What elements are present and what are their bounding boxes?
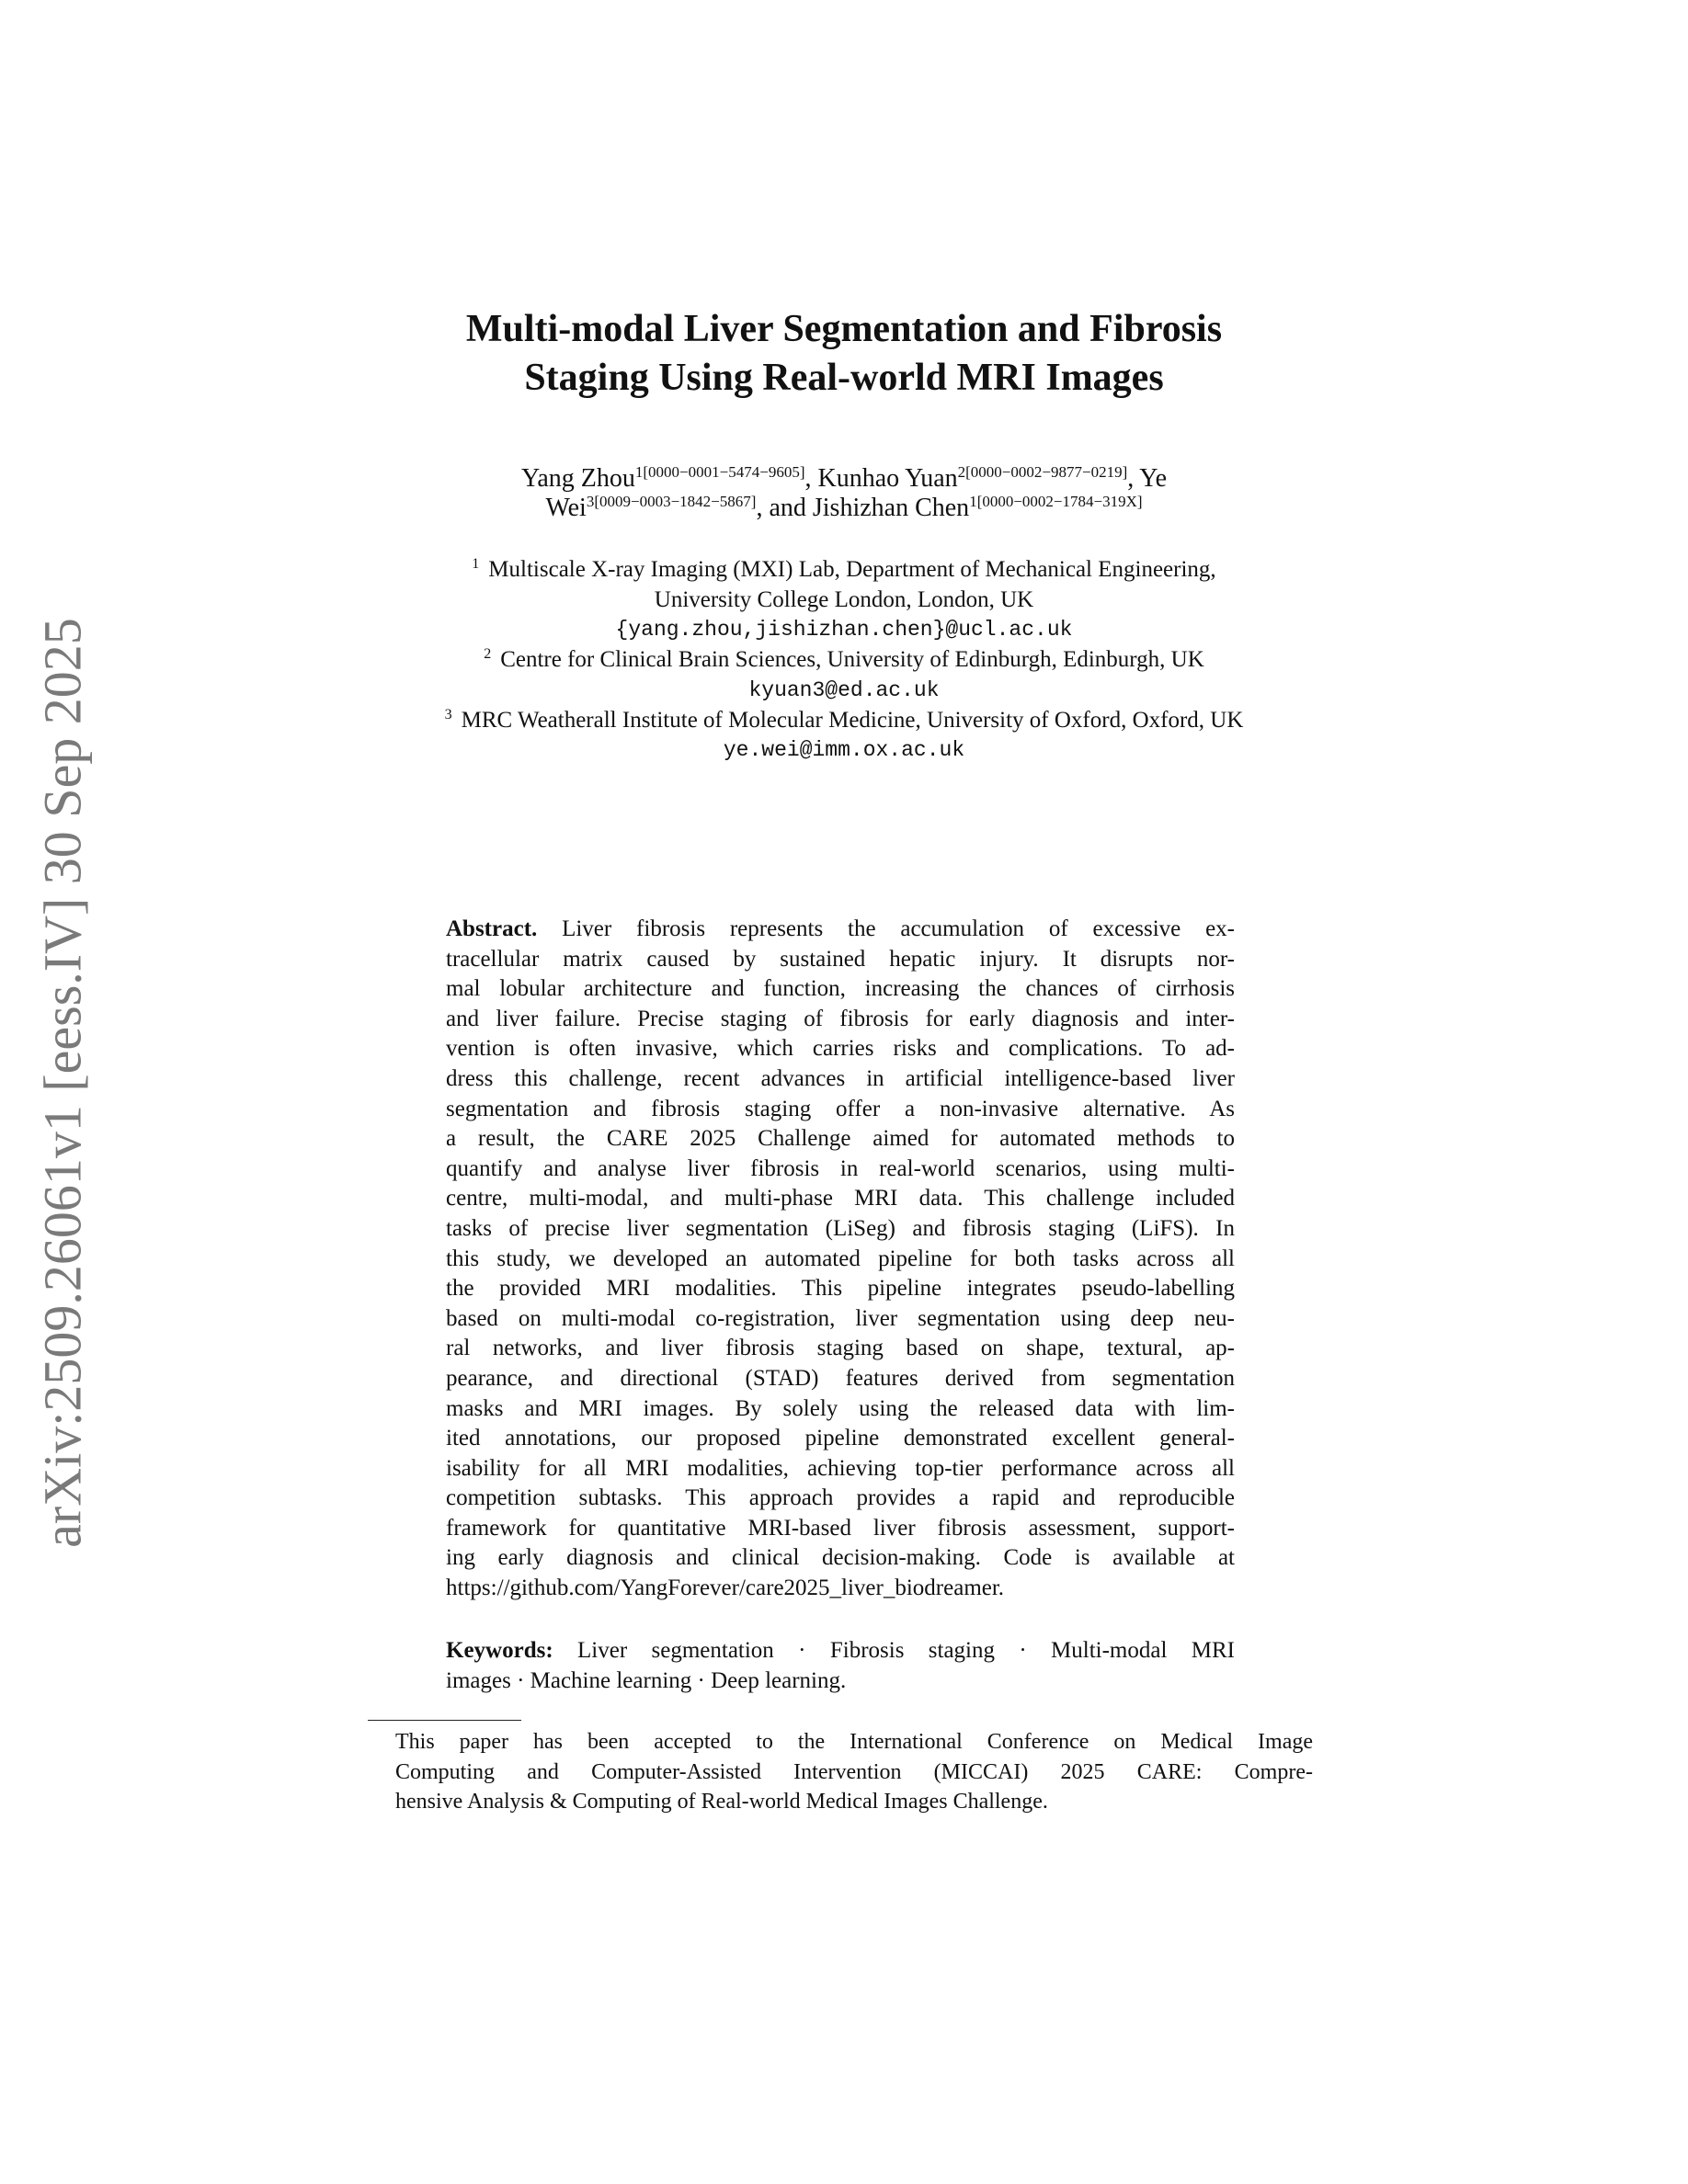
- line-text: ited annotations, our proposed pipeline demonstrated excellent general-: [446, 1426, 1235, 1451]
- text-line: [446, 1124, 1235, 1155]
- affiliations: [0, 555, 1688, 766]
- line-text: isability for all MRI modalities, achieving top-tier performance across all: [446, 1455, 1235, 1481]
- text-line: [446, 1274, 1235, 1304]
- keywords: [446, 1636, 1235, 1696]
- author-orcid: 1[0000−0002−1784−319X]: [969, 493, 1143, 510]
- affiliation-line: [0, 555, 1688, 586]
- line-text: competition subtasks. This approach provides a rapid and reproducible: [446, 1485, 1235, 1511]
- section-label: Abstract.: [446, 916, 538, 941]
- line-text: segmentation and fibrosis staging offer a non-invasive alternative. As: [446, 1096, 1235, 1121]
- affiliation-line: [0, 645, 1688, 676]
- separator: ,: [1127, 464, 1140, 493]
- line-text: and liver failure. Precise staging of fibrosis for early diagnosis and inter-: [446, 1006, 1235, 1031]
- line-text: Computing and Computer-Assisted Intervention (MICCAI) 2025 CARE: Compre-: [395, 1759, 1313, 1784]
- author-orcid: 2[0000−0002−9877−0219]: [957, 463, 1128, 481]
- affiliation-number: 3: [444, 706, 452, 722]
- affiliation-line: [0, 706, 1688, 736]
- line-text: this study, we developed an automated pipeline for both tasks across all: [446, 1246, 1235, 1271]
- paper-title: [0, 305, 1688, 403]
- author-name: Yang Zhou: [520, 464, 635, 493]
- text-line: [446, 1364, 1235, 1394]
- affiliation-text: Multiscale X-ray Imaging (MXI) Lab, Department of Mechanical Engineering,: [488, 557, 1216, 582]
- line-text: hensive Analysis & Computing of Real-world Medical Images Challenge.: [395, 1790, 1048, 1814]
- line-text: framework for quantitative MRI-based liver fibrosis assessment, support-: [446, 1515, 1235, 1541]
- abstract: [446, 915, 1235, 1604]
- line-text: dress this challenge, recent advances in artificial intelligence-based liver: [446, 1065, 1235, 1091]
- author-orcid: 3[0009−0003−1842−5867]: [586, 493, 757, 510]
- affiliation-email[interactable]: ye.wei@imm.ox.ac.uk: [723, 738, 965, 763]
- text-line: [395, 1727, 1313, 1757]
- footnote: [395, 1727, 1313, 1817]
- text-line: [446, 1394, 1235, 1425]
- author-name: Ye: [1139, 464, 1168, 493]
- line-text: pearance, and directional (STAD) features derived from segmentation: [446, 1365, 1235, 1391]
- text-line: [446, 1574, 1235, 1604]
- line-text: centre, multi-modal, and multi-phase MRI data. This challenge included: [446, 1186, 1235, 1211]
- text-line: [446, 1304, 1235, 1335]
- line-text: masks and MRI images. By solely using the released data with lim-: [446, 1395, 1235, 1421]
- line-text: mal lobular architecture and function, increasing the chances of cirrhosis: [446, 976, 1235, 1002]
- text-line: [446, 1454, 1235, 1484]
- separator: ,: [804, 464, 818, 493]
- title-line: Staging Using Real-world MRI Images: [524, 357, 1164, 399]
- line-text: vention is often invasive, which carries risks and complications. To ad-: [446, 1036, 1235, 1062]
- text-line: [446, 1034, 1235, 1064]
- text-line: [446, 1636, 1235, 1666]
- text-line: [446, 915, 1235, 945]
- affiliation-email[interactable]: {yang.zhou,jishizhan.chen}@ucl.ac.uk: [615, 618, 1073, 643]
- author-line: [0, 464, 1688, 494]
- section-label: Keywords:: [446, 1638, 553, 1663]
- text-line: [446, 1514, 1235, 1544]
- text-line: [446, 1666, 1235, 1697]
- author-orcid: 1[0000−0001−5474−9605]: [634, 463, 805, 481]
- line-text: a result, the CARE 2025 Challenge aimed for automated methods to: [446, 1126, 1235, 1152]
- affiliation-email[interactable]: kyuan3@ed.ac.uk: [748, 677, 940, 702]
- author-name: Kunhao Yuan: [817, 464, 958, 493]
- text-line: [446, 945, 1235, 975]
- line-text: Liver segmentation · Fibrosis staging · Multi-modal MRI: [577, 1638, 1235, 1663]
- author-name: Jishizhan Chen: [812, 494, 970, 522]
- text-line: [446, 1424, 1235, 1454]
- conjunction: , and: [756, 494, 813, 522]
- line-text: the provided MRI modalities. This pipeline integrates pseudo-labelling: [446, 1276, 1235, 1302]
- text-line: [446, 1543, 1235, 1574]
- affiliation-line: University College London, London, UK: [654, 586, 1034, 612]
- line-text: quantify and analyse liver fibrosis in real-world scenarios, using multi-: [446, 1155, 1235, 1181]
- line-text: https://github.com/YangForever/care2025_liver_biodreamer.: [446, 1575, 1005, 1601]
- affiliation-text: MRC Weatherall Institute of Molecular Medicine, University of Oxford, Oxford, UK: [461, 707, 1244, 733]
- line-text: based on multi-modal co-registration, liver segmentation using deep neu-: [446, 1305, 1235, 1331]
- title-line: Multi-modal Liver Segmentation and Fibrosis: [465, 308, 1223, 350]
- author-line: [0, 494, 1688, 523]
- line-text: ing early diagnosis and clinical decision-making. Code is available at: [446, 1545, 1235, 1571]
- line-text: This paper has been accepted to the International Conference on Medical Image: [395, 1730, 1313, 1754]
- line-text: images · Machine learning · Deep learning.: [446, 1667, 847, 1693]
- author-name: Wei: [545, 494, 587, 522]
- line-text: ral networks, and liver fibrosis staging based on shape, textural, ap-: [446, 1336, 1235, 1361]
- text-line: [446, 1245, 1235, 1275]
- affiliation-number: 2: [484, 646, 492, 663]
- line-text: tasks of precise liver segmentation (LiSeg) and fibrosis staging (LiFS). In: [446, 1215, 1235, 1241]
- text-line: [446, 1214, 1235, 1245]
- text-line: [446, 1484, 1235, 1514]
- line-text: tracellular matrix caused by sustained hepatic injury. It disrupts nor-: [446, 946, 1235, 972]
- line-text: Liver fibrosis represents the accumulation of excessive ex-: [562, 916, 1235, 941]
- affiliation-text: Centre for Clinical Brain Sciences, University of Edinburgh, Edinburgh, UK: [500, 647, 1204, 673]
- arxiv-identifier: arXiv:2509.26061v1 [eess.IV] 30 Sep 2025: [32, 618, 93, 1548]
- text-line: [446, 974, 1235, 1005]
- author-list: [0, 464, 1688, 523]
- footnote-rule: [368, 1720, 521, 1721]
- text-line: [446, 1334, 1235, 1364]
- affiliation-number: 1: [472, 556, 480, 572]
- text-line: [446, 1005, 1235, 1035]
- text-line: [446, 1184, 1235, 1214]
- text-line: [446, 1064, 1235, 1095]
- text-line: [446, 1095, 1235, 1125]
- text-line: [395, 1787, 1313, 1817]
- text-line: [446, 1155, 1235, 1185]
- text-line: [395, 1757, 1313, 1788]
